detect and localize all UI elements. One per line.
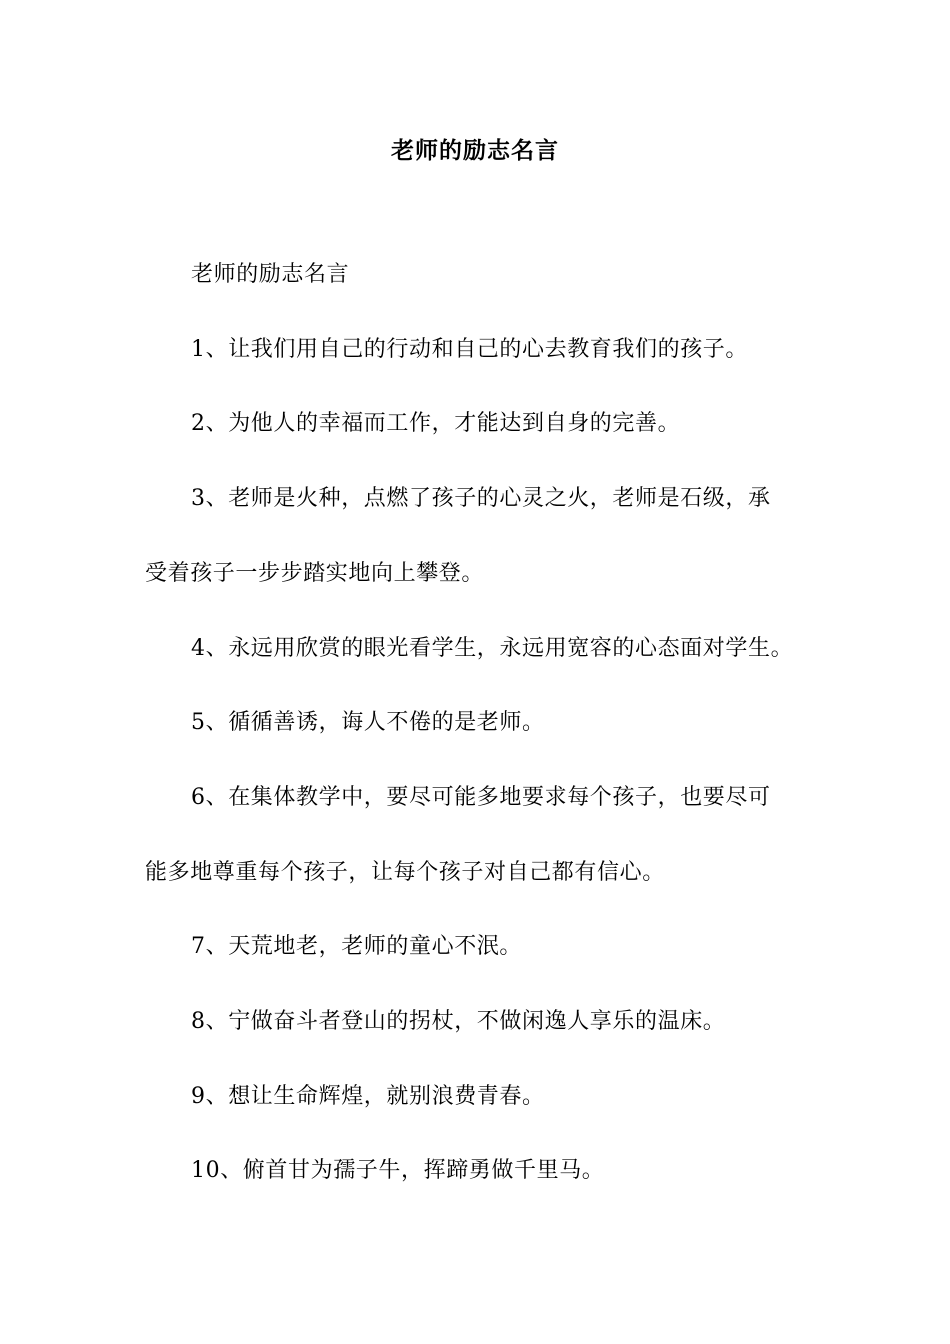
quote-line-6-continued: 能多地尊重每个孩子，让每个孩子对自己都有信心。 [145,860,665,885]
quote-line-4: 4、永远用欣赏的眼光看学生，永远用宽容的心态面对学生。 [191,636,794,661]
section-heading: 老师的励志名言 [191,262,350,287]
quote-line-7: 7、天荒地老，老师的童心不泯。 [191,934,522,959]
quote-line-2: 2、为他人的幸福而工作，才能达到自身的完善。 [191,411,681,436]
quote-line-6: 6、在集体教学中，要尽可能多地要求每个孩子，也要尽可 [191,785,771,810]
quote-line-5: 5、循循善诱，诲人不倦的是老师。 [191,710,545,735]
quote-line-3: 3、老师是火种，点燃了孩子的心灵之火，老师是石级，承 [191,486,771,511]
quote-line-3-continued: 受着孩子一步步踏实地向上攀登。 [145,561,485,586]
quote-line-9: 9、想让生命辉煌，就别浪费青春。 [191,1084,545,1109]
quote-line-1: 1、让我们用自己的行动和自己的心去教育我们的孩子。 [191,337,748,362]
quote-line-8: 8、宁做奋斗者登山的拐杖，不做闲逸人享乐的温床。 [191,1009,726,1034]
document-title: 老师的励志名言 [391,137,559,164]
quote-line-10: 10、俯首甘为孺子牛，挥蹄勇做千里马。 [191,1158,605,1183]
